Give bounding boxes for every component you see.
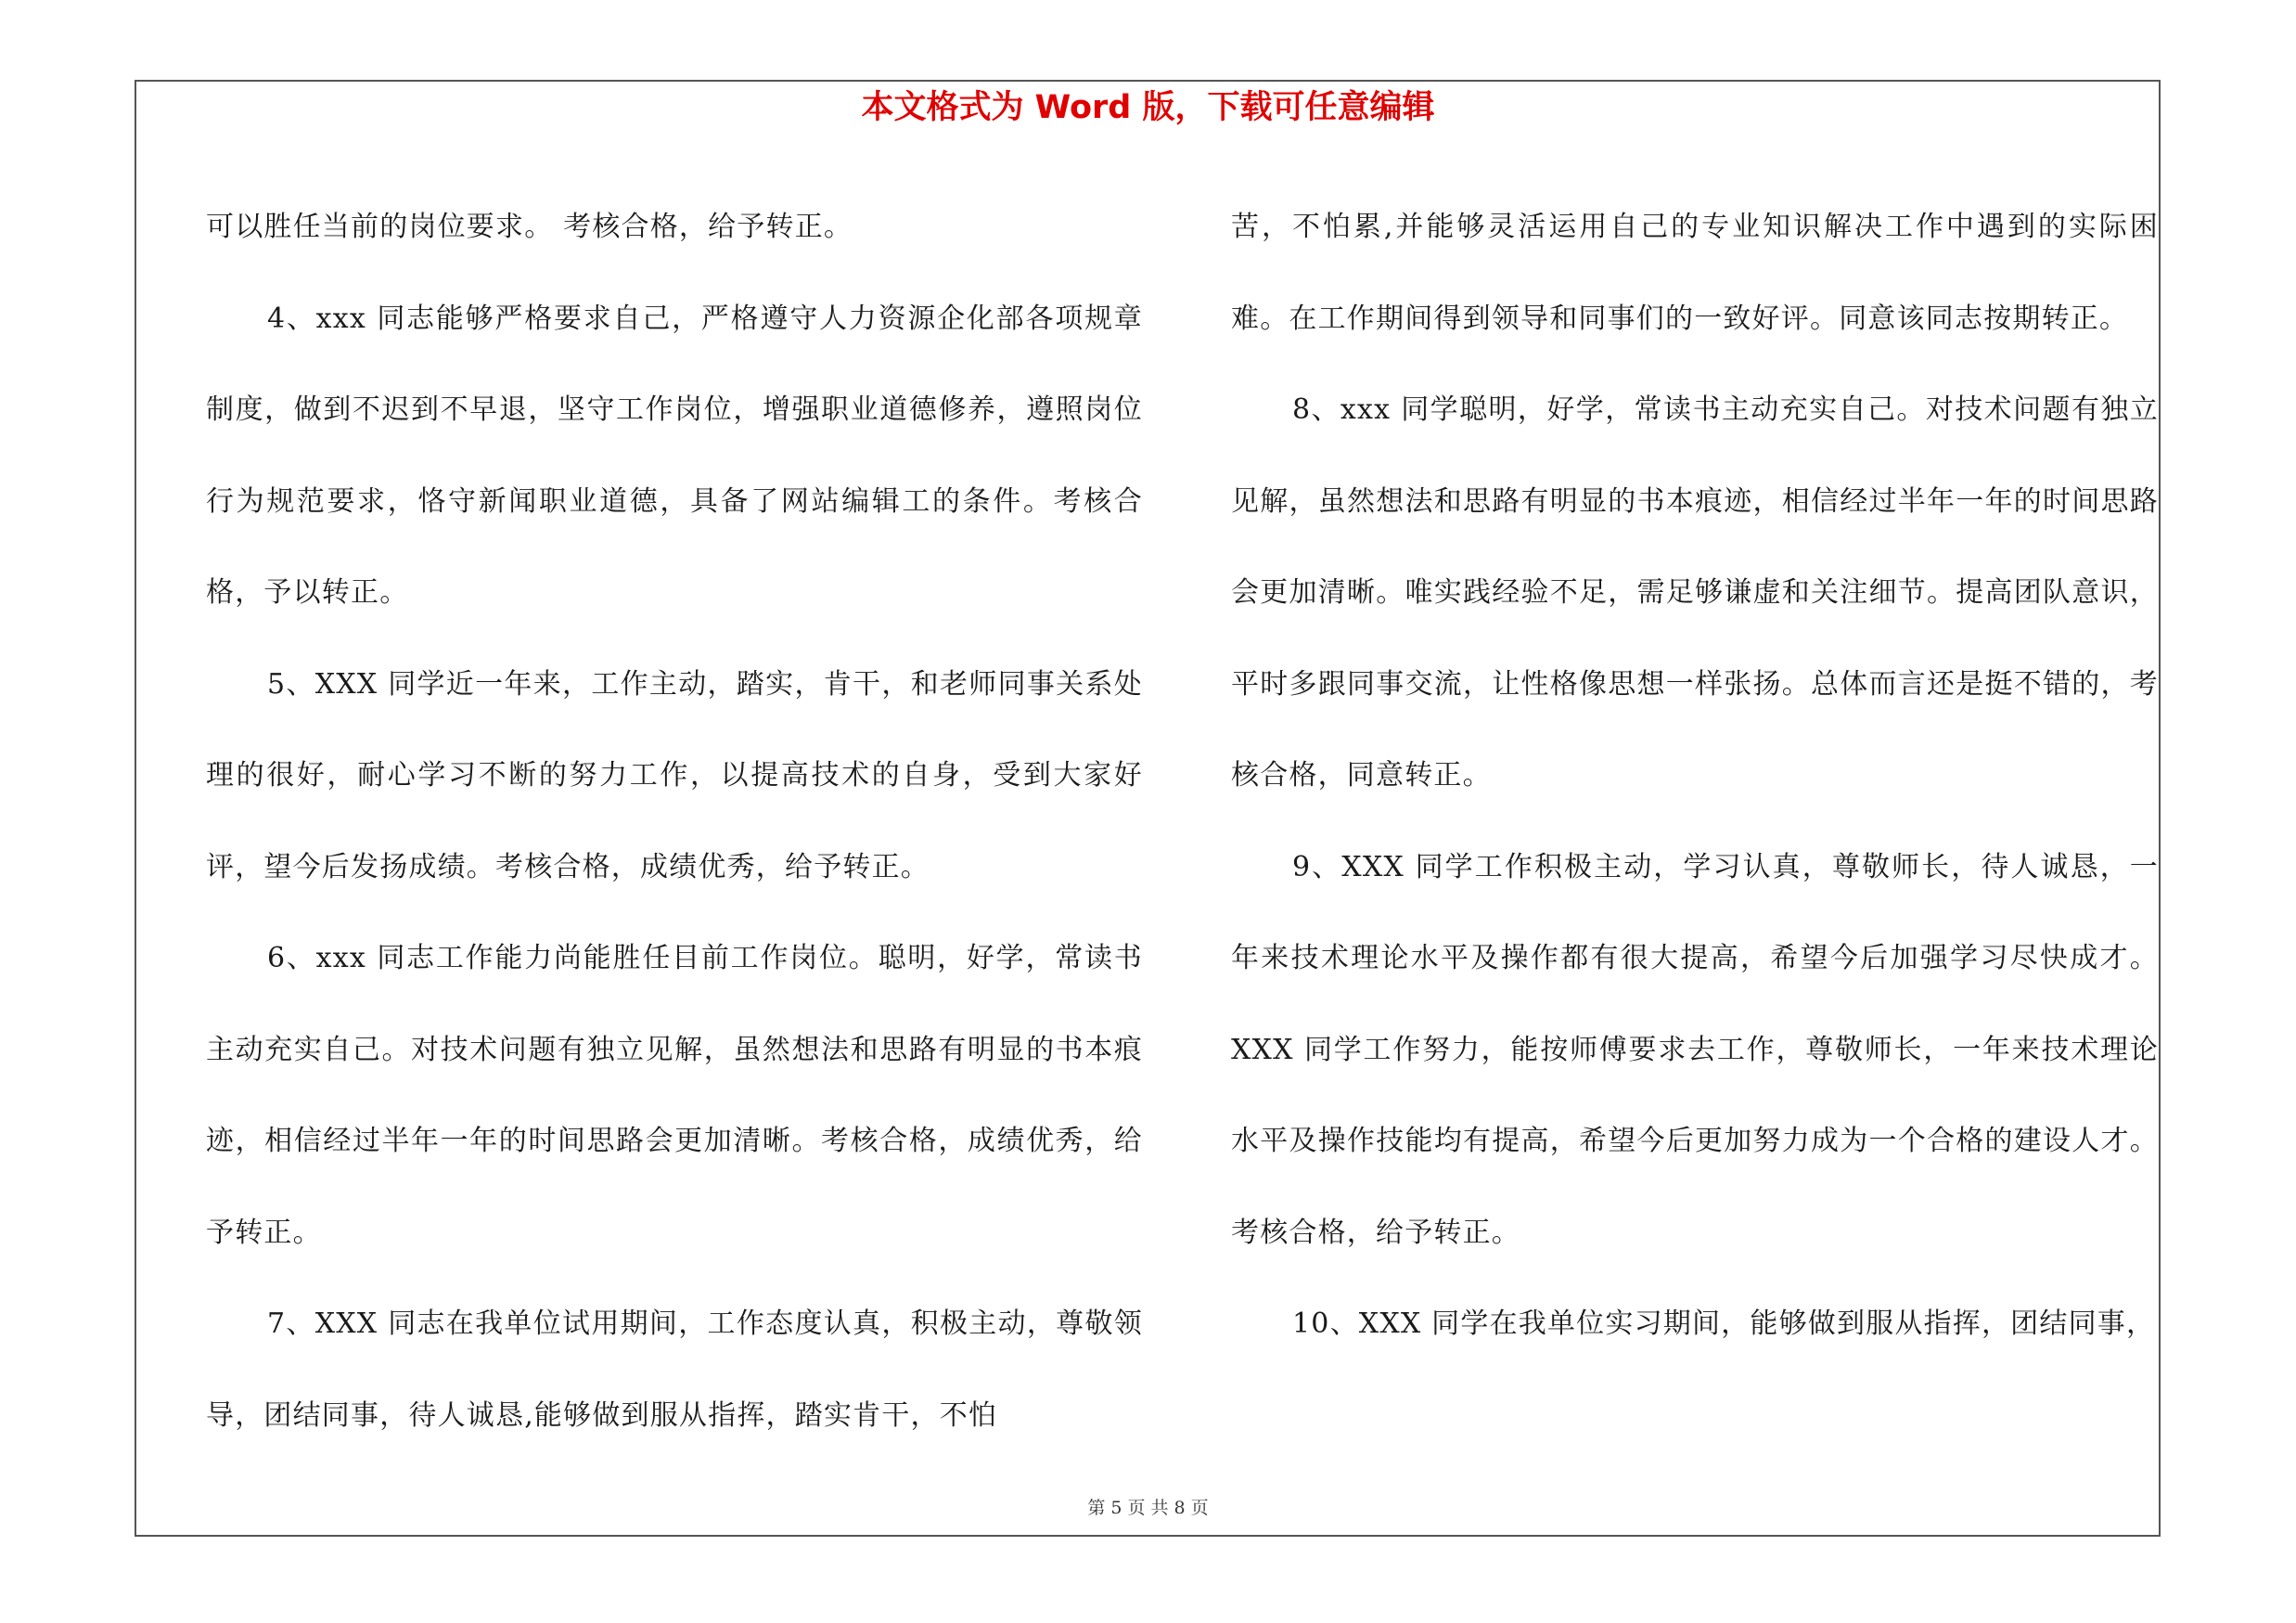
header-banner: 本文格式为 Word 版，下载可任意编辑 [861,89,1435,126]
page-number: 第 5 页 共 8 页 [1087,1498,1209,1518]
paragraph: 苦，不怕累,并能够灵活运用自己的专业知识解决工作中遇到的实际困难。在工作期间得到领导和同事们的一致好评。同意该同志按期转正。 [1231,211,2159,335]
paragraph: 可以胜任当前的岗位要求。 考核合格，给予转正。 [206,211,853,243]
left-column [206,182,1143,1462]
paragraph: 10、XXX 同学在我单位实习期间，能够做到服从指挥，团结同事， [1292,1307,2156,1340]
paragraph: 4、xxx 同志能够严格要求自己，严格遵守人力资源企化部各项规章制度，做到不迟到不早退，坚守工作岗位，增强职业道德修养，遵照岗位行为规范要求，恪守新闻职业道德，具备了网站编辑工的条件。考核合格，予以转正。 [206,302,1143,609]
paragraph: 7、XXX 同志在我单位试用期间，工作态度认真，积极主动，尊敬领导，团结同事，待人诚恳,能够做到服从指挥，踏实肯干，不怕 [206,1307,1143,1432]
paragraph: 9、XXX 同学工作积极主动，学习认真，尊敬师长，待人诚恳，一年来技术理论水平及操作都有很大提高，希望今后加强学习尽快成才。 XXX 同学工作努力，能按师傅要求去工作，尊敬师长，一年来技术理论水平及操作技能均有提高，希望今后更加努力成为一个合格的建设人才。考核合格，给予转正。 [1231,850,2159,1249]
right-column [1231,182,2159,1371]
paragraph: 5、XXX 同学近一年来，工作主动，踏实，肯干，和老师同事关系处理的很好，耐心学习不断的努力工作，以提高技术的自身，受到大家好评，望今后发扬成绩。考核合格，成绩优秀，给予转正。 [206,667,1143,883]
paragraph: 8、xxx 同学聪明，好学，常读书主动充实自己。对技术问题有独立见解，虽然想法和思路有明显的书本痕迹，相信经过半年一年的时间思路会更加清晰。唯实践经验不足，需足够谦虚和关注细节。提高团队意识，平时多跟同事交流，让性格像思想一样张扬。总体而言还是挺不错的，考核合格，同意转正。 [1231,393,2159,792]
paragraph: 6、xxx 同志工作能力尚能胜任目前工作岗位。聪明，好学，常读书主动充实自己。对技术问题有独立见解，虽然想法和思路有明显的书本痕迹，相信经过半年一年的时间思路会更加清晰。考核合格，成绩优秀，给予转正。 [206,942,1143,1249]
